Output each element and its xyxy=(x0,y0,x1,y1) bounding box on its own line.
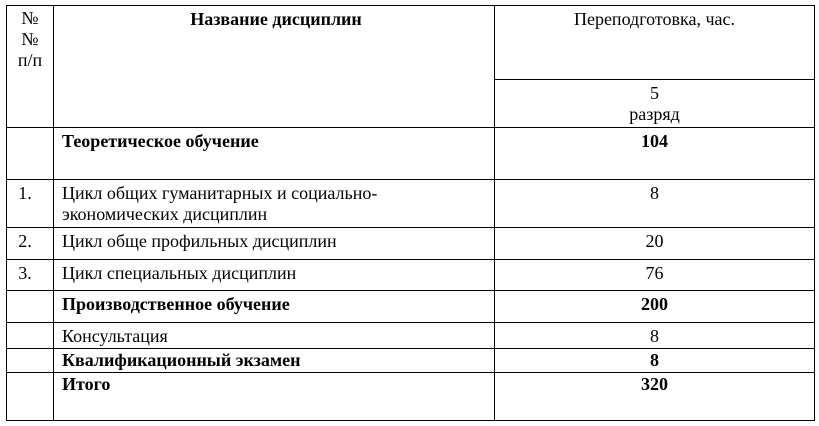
row-hours: 8 xyxy=(495,180,815,228)
table-row xyxy=(7,349,815,373)
row-discipline-name: Цикл специальных дисциплин xyxy=(54,260,495,291)
header-grade-value: 5 xyxy=(650,83,659,103)
row-hours: 104 xyxy=(495,128,815,180)
header-discipline-name xyxy=(54,6,495,128)
header-number-cell xyxy=(7,6,54,128)
table-row xyxy=(7,373,815,421)
table-row xyxy=(7,128,815,180)
row-discipline-name: Консультация xyxy=(54,323,495,349)
table-row xyxy=(7,291,815,323)
row-number xyxy=(7,373,54,421)
row-number: 1. xyxy=(7,180,54,228)
row-discipline-name: Итого xyxy=(54,373,495,421)
row-number: 2. xyxy=(7,228,54,260)
row-discipline-name-line1: Цикл общих гуманитарных и социально- xyxy=(62,183,378,203)
table-row xyxy=(7,180,815,228)
row-discipline-name: Цикл обще профильных дисциплин xyxy=(54,228,495,260)
table-row xyxy=(7,260,815,291)
header-discipline-name-text: Название дисциплин xyxy=(190,9,362,29)
header-grade-cell xyxy=(495,80,815,128)
curriculum-table xyxy=(6,5,815,421)
row-hours: 320 xyxy=(495,373,815,421)
header-number-pp: п/п xyxy=(17,50,43,70)
row-hours: 76 xyxy=(495,260,815,291)
row-number xyxy=(7,291,54,323)
row-discipline-name: Производственное обучение xyxy=(54,291,495,323)
row-number xyxy=(7,349,54,373)
header-number-sign-2: № xyxy=(21,29,39,49)
row-discipline-name xyxy=(54,180,495,228)
header-hours-text: Переподготовка, час. xyxy=(573,9,736,29)
row-discipline-name: Квалификационный экзамен xyxy=(54,349,495,373)
header-row xyxy=(7,6,815,80)
row-number xyxy=(7,128,54,180)
row-hours: 8 xyxy=(495,323,815,349)
header-number-sign-1: № xyxy=(21,8,39,28)
row-number xyxy=(7,323,54,349)
row-discipline-name-line2: экономических дисциплин xyxy=(62,204,268,224)
header-grade-label: разряд xyxy=(629,104,680,124)
header-hours xyxy=(495,6,815,80)
row-hours: 8 xyxy=(495,349,815,373)
row-number: 3. xyxy=(7,260,54,291)
table-row xyxy=(7,323,815,349)
row-hours: 200 xyxy=(495,291,815,323)
table-row xyxy=(7,228,815,260)
row-discipline-name: Теоретическое обучение xyxy=(54,128,495,180)
row-hours: 20 xyxy=(495,228,815,260)
